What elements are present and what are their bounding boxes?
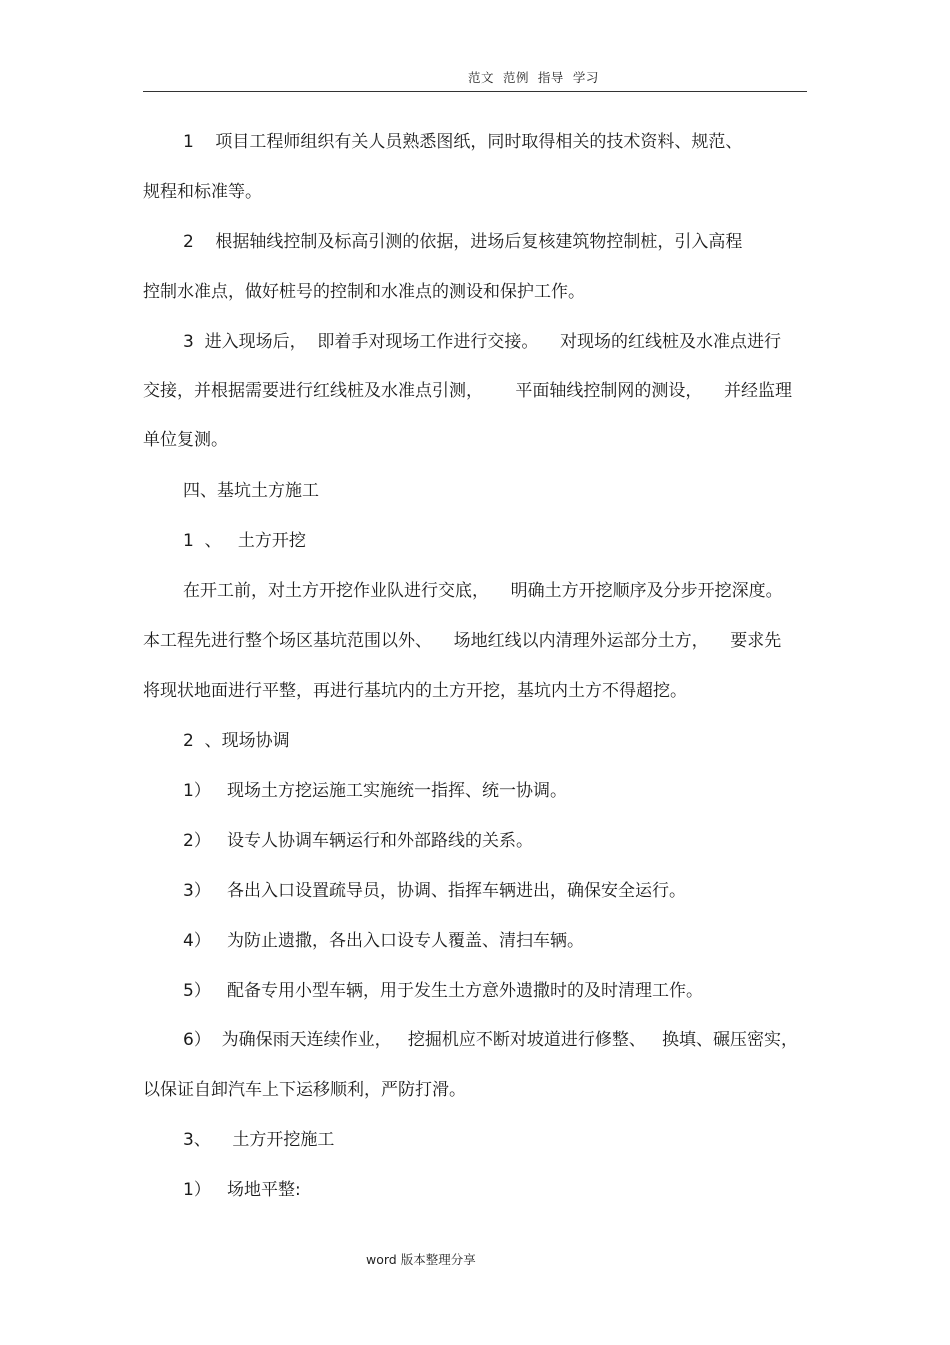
paragraph-line: 将现状地面进行平整，再进行基坑内的土方开挖，基坑内土方不得超挖。	[143, 681, 687, 701]
subsection-heading: 3、 土方开挖施工	[183, 1130, 335, 1150]
paragraph-line: 控制水准点，做好桩号的控制和水准点的测设和保护工作。	[143, 282, 585, 302]
paragraph-line: 规程和标准等。	[143, 182, 262, 202]
list-item: 1） 场地平整:	[183, 1180, 301, 1200]
paragraph-line: 1 项目工程师组织有关人员熟悉图纸，同时取得相关的技术资料、规范、	[183, 132, 743, 152]
list-item: 5） 配备专用小型车辆，用于发生土方意外遗撒时的及时清理工作。	[183, 981, 704, 1001]
paragraph-line: 交接，并根据需要进行红线桩及水准点引测， 平面轴线控制网的测设， 并经监理	[143, 381, 793, 401]
paragraph-line: 单位复测。	[143, 430, 228, 450]
subsection-heading: 1 、 土方开挖	[183, 531, 306, 551]
header-divider	[143, 91, 807, 92]
paragraph-line: 本工程先进行整个场区基坑范围以外、 场地红线以内清理外运部分土方， 要求先	[143, 631, 782, 651]
list-item: 3） 各出入口设置疏导员，协调、指挥车辆进出，确保安全运行。	[183, 881, 687, 901]
section-heading: 四、基坑土方施工	[183, 481, 319, 501]
list-item: 6） 为确保雨天连续作业， 挖掘机应不断对坡道进行修整、 换填、碾压密实，	[183, 1030, 799, 1050]
header-text: 范文 范例 指导 学习	[468, 70, 599, 85]
paragraph-line: 在开工前，对土方开挖作业队进行交底， 明确土方开挖顺序及分步开挖深度。	[183, 581, 783, 601]
list-item: 1） 现场土方挖运施工实施统一指挥、统一协调。	[183, 781, 568, 801]
list-item: 4） 为防止遗撒，各出入口设专人覆盖、清扫车辆。	[183, 931, 585, 951]
paragraph-line: 3 进入现场后， 即着手对现场工作进行交接。 对现场的红线桩及水准点进行	[183, 332, 782, 352]
page-footer: word 版本整理分享	[366, 1252, 476, 1267]
paragraph-line: 以保证自卸汽车上下运移顺利，严防打滑。	[143, 1080, 466, 1100]
list-item: 2） 设专人协调车辆运行和外部路线的关系。	[183, 831, 534, 851]
paragraph-line: 2 根据轴线控制及标高引测的依据，进场后复核建筑物控制桩，引入高程	[183, 232, 743, 252]
subsection-heading: 2 、现场协调	[183, 731, 290, 751]
